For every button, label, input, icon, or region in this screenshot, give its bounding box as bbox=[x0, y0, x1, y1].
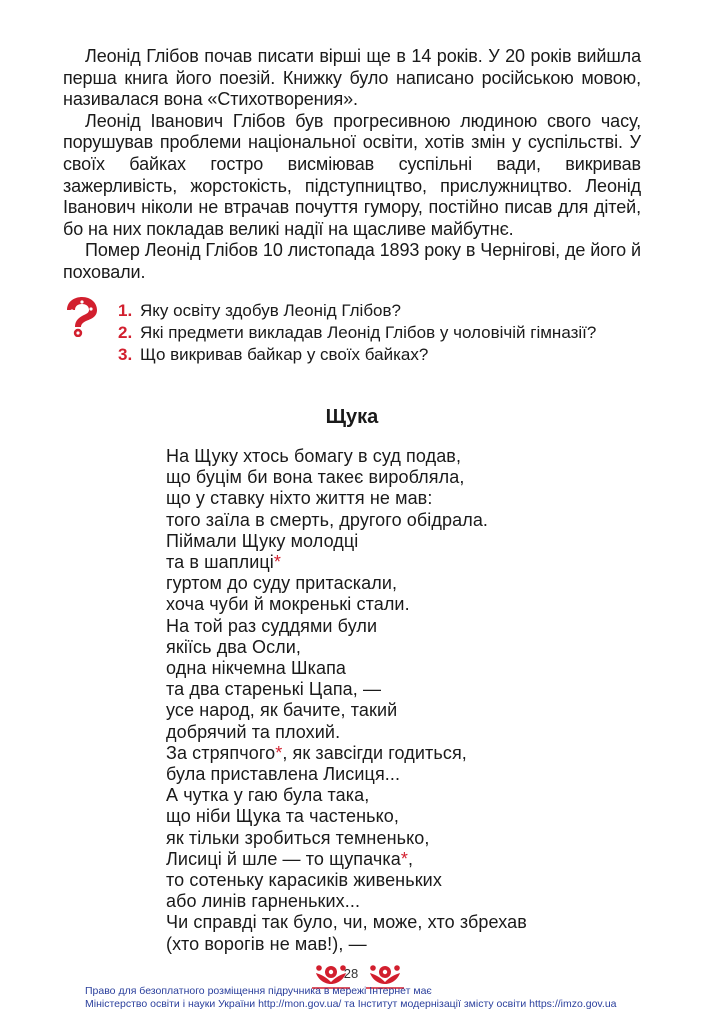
poem-line-text: А чутка у гаю була така, bbox=[166, 785, 370, 806]
poem-line bbox=[166, 891, 527, 912]
footer-line: Право для безоплатного розміщення підручника в мережі Інтернет має bbox=[85, 985, 432, 997]
poem-line bbox=[166, 488, 527, 509]
question-item bbox=[118, 344, 658, 366]
poem-line bbox=[166, 658, 527, 679]
copyright-footer bbox=[85, 985, 645, 1010]
poem-line bbox=[166, 849, 527, 870]
poem-line-text: була приставлена Лисиця... bbox=[166, 764, 401, 785]
poem-line bbox=[166, 870, 527, 891]
poem-line bbox=[166, 785, 527, 806]
question-number: 2. bbox=[118, 323, 133, 342]
poem-line bbox=[166, 573, 527, 594]
poem-line-text: На Щуку хтось бомагу в суд подав, bbox=[166, 446, 462, 466]
poem-line-text: то сотеньку карасиків живеньких bbox=[166, 870, 442, 891]
footnote-asterisk: * bbox=[273, 552, 281, 573]
review-questions bbox=[118, 300, 658, 366]
question-text: Яку освіту здобув Леонід Глібов? bbox=[140, 301, 402, 320]
poem-line-text: , як завсігди годиться, bbox=[282, 742, 467, 763]
poem-line-text: якіїсь два Осли, bbox=[166, 636, 302, 657]
poem-line bbox=[166, 912, 527, 933]
poem-line-text: того заїла в смерть, другого обідрала. bbox=[166, 509, 489, 530]
poem-line bbox=[166, 637, 527, 658]
poem-line bbox=[166, 446, 527, 467]
poem-body bbox=[166, 446, 527, 955]
paragraph: Леонід Іванович Глібов був прогресивною людиною свого часу, порушував проблеми національної освіти, хотів змін у суспільстві. У своїх байках гостро висміював суспільні вади, викривав зажерливість, жорстокість, підступництво, прислужництво. Леонід Іванович ніколи не втрачав почуття гумору, постійно писав для дітей, бо на них покладав великі надії на щасливе майбутнє. bbox=[63, 110, 641, 239]
poem-title: Щука bbox=[325, 406, 379, 428]
poem-line-text: що у ставку ніхто життя не мав: bbox=[166, 488, 433, 509]
poem-line-text: що ніби Щука та частенько, bbox=[166, 806, 399, 827]
poem-line bbox=[166, 510, 527, 531]
poem-line-text: або линів гарненьких... bbox=[166, 891, 361, 912]
paragraph: Помер Леонід Глібов 10 листопада 1893 року в Чернігові, де його й поховали. bbox=[63, 240, 641, 282]
poem-line-text: та два старенькі Цапа, — bbox=[166, 679, 382, 700]
poem-line bbox=[166, 552, 527, 573]
question-number: 3. bbox=[118, 345, 133, 364]
poem-line bbox=[166, 679, 527, 700]
poem-line-text: Піймали Щуку молодці bbox=[166, 530, 359, 551]
poem-line bbox=[166, 594, 527, 615]
poem-line bbox=[166, 700, 527, 721]
poem-line bbox=[166, 806, 527, 827]
poem-line-text: Лисиці й шле — то щупачка bbox=[166, 848, 401, 869]
poem-line bbox=[166, 743, 527, 764]
poem-line bbox=[166, 722, 527, 743]
footnote-asterisk: * bbox=[400, 848, 408, 869]
poem-line-text: За стряпчого bbox=[166, 742, 276, 763]
page-number: 28 bbox=[343, 966, 359, 981]
poem-line-text: як тільки зробиться темненько, bbox=[166, 827, 430, 848]
question-text: Що викривав байкар у своїх байках? bbox=[140, 345, 429, 364]
question-number: 1. bbox=[118, 301, 133, 320]
poem-line-text: усе народ, як бачите, такий bbox=[166, 700, 398, 721]
poem-line-text: гуртом до суду притаскали, bbox=[166, 573, 398, 594]
poem-line-text: та в шаплиці bbox=[166, 552, 274, 573]
footer-line: Міністерство освіти і науки України http://mon.gov.ua/ та Інститут модернізації змісту освіти https://imzo.gov.ua bbox=[85, 997, 617, 1010]
footnote-asterisk: * bbox=[275, 742, 283, 763]
poem-line-text: На той раз суддями були bbox=[166, 615, 378, 636]
question-item bbox=[118, 300, 658, 322]
intro-text bbox=[63, 46, 641, 284]
paragraph: Леонід Глібов почав писати вірші ще в 14 років. У 20 років вийшла перша книга його поезій. Книжку було написано російською мовою, називалася вона «Стихотворения». bbox=[63, 46, 641, 110]
poem-line bbox=[166, 934, 527, 955]
poem-line-text: що буцім би вона такеє виробляла, bbox=[166, 467, 465, 488]
poem-line bbox=[166, 764, 527, 785]
poem-line-text: , bbox=[407, 848, 414, 869]
poem-line bbox=[166, 828, 527, 849]
poem-line-text: Чи справді так було, чи, може, хто збрехав bbox=[166, 912, 527, 933]
poem-line-text: хоча чуби й мокренькі стали. bbox=[166, 594, 410, 615]
poem-line-text: добрячий та плохий. bbox=[166, 721, 341, 742]
poem-line-text: одна нікчемна Шкапа bbox=[166, 658, 347, 679]
question-text: Які предмети викладав Леонід Глібов у чоловічій гімназії? bbox=[140, 323, 597, 342]
poem-line bbox=[166, 616, 527, 637]
question-item bbox=[118, 322, 658, 344]
poem-line bbox=[166, 467, 527, 488]
question-mark-icon bbox=[61, 297, 99, 337]
poem-line-text: (хто ворогів не мав!), — bbox=[166, 933, 367, 954]
poem-line bbox=[166, 531, 527, 552]
